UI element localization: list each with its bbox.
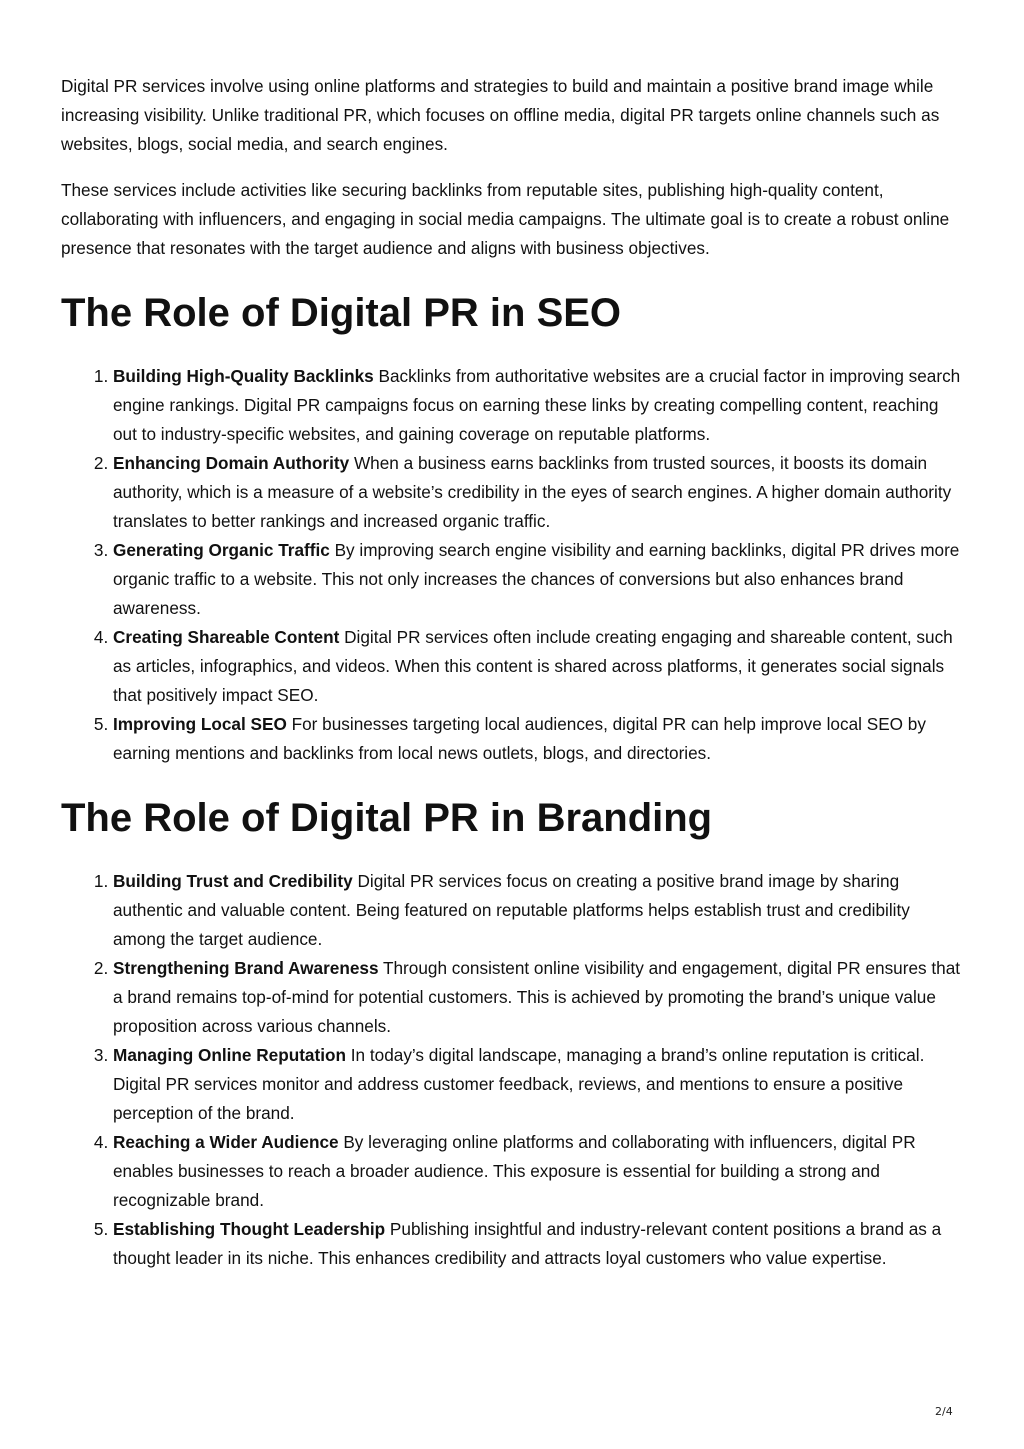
document-page bbox=[61, 72, 967, 1273]
seo-item-title: Creating Shareable Content bbox=[113, 627, 340, 647]
seo-item-title: Improving Local SEO bbox=[113, 714, 287, 734]
seo-item-text: By improving search engine visibility and earning backlinks, digital PR drives more organic traffic to a website. This not only increases the chances of conversions but also enhances brand awareness. bbox=[113, 540, 960, 618]
branding-list-item bbox=[113, 1041, 967, 1128]
seo-list bbox=[61, 362, 967, 768]
intro-paragraph-2: These services include activities like securing backlinks from reputable sites, publishing high-quality content, collaborating with influencers, and engaging in social media campaigns. The ultimate goal is to create a robust online presence that resonates with the target audience and aligns with business objectives. bbox=[61, 180, 950, 258]
branding-item-title: Managing Online Reputation bbox=[113, 1045, 346, 1065]
seo-list-item bbox=[113, 449, 967, 536]
seo-heading: The Role of Digital PR in SEO bbox=[61, 291, 622, 335]
seo-item-title: Building High-Quality Backlinks bbox=[113, 366, 374, 386]
branding-item-text: Through consistent online visibility and engagement, digital PR ensures that a brand remains top-of-mind for potential customers. This is achieved by promoting the brand’s unique value proposition across various channels. bbox=[113, 958, 961, 1036]
branding-list-item bbox=[113, 1128, 967, 1215]
seo-item-text: When a business earns backlinks from trusted sources, it boosts its domain authority, which is a measure of a website’s credibility in the eyes of search engines. A higher domain authority translates to better rankings and increased organic traffic. bbox=[113, 453, 952, 531]
branding-list-item bbox=[113, 867, 967, 954]
branding-item-text: Digital PR services focus on creating a positive brand image by sharing authentic and valuable content. Being featured on reputable platforms helps establish trust and credibility among the target audience. bbox=[113, 871, 910, 949]
page-number: 2/4 bbox=[935, 1405, 953, 1418]
branding-item-text: By leveraging online platforms and collaborating with influencers, digital PR enables businesses to reach a broader audience. This exposure is essential for building a strong and recognizable brand. bbox=[113, 1132, 916, 1210]
seo-list-item bbox=[113, 710, 967, 768]
seo-item-text: Digital PR services often include creating engaging and shareable content, such as articles, infographics, and videos. When this content is shared across platforms, it generates social signals that positively impact SEO. bbox=[113, 627, 953, 705]
branding-item-title: Building Trust and Credibility bbox=[113, 871, 353, 891]
branding-item-title: Strengthening Brand Awareness bbox=[113, 958, 379, 978]
branding-list-item bbox=[113, 1215, 967, 1273]
branding-list-item bbox=[113, 954, 967, 1041]
branding-item-title: Reaching a Wider Audience bbox=[113, 1132, 339, 1152]
branding-list bbox=[61, 867, 967, 1273]
seo-list-item bbox=[113, 536, 967, 623]
branding-item-text: In today’s digital landscape, managing a brand’s online reputation is critical. Digital PR services monitor and address customer feedback, reviews, and mentions to ensure a positive perception of the brand. bbox=[113, 1045, 925, 1123]
seo-item-text: Backlinks from authoritative websites are a crucial factor in improving search engine rankings. Digital PR campaigns focus on earning these links by creating compelling content, reaching out to industry-specific websites, and gaining coverage on reputable platforms. bbox=[113, 366, 961, 444]
seo-list-item bbox=[113, 362, 967, 449]
seo-item-title: Generating Organic Traffic bbox=[113, 540, 330, 560]
intro-paragraph-1: Digital PR services involve using online platforms and strategies to build and maintain a positive brand image while increasing visibility. Unlike traditional PR, which focuses on offline media, digital PR targets online channels such as websites, blogs, social media, and search engines. bbox=[61, 76, 940, 154]
branding-heading: The Role of Digital PR in Branding bbox=[61, 796, 713, 840]
seo-item-title: Enhancing Domain Authority bbox=[113, 453, 350, 473]
branding-item-title: Establishing Thought Leadership bbox=[113, 1219, 386, 1239]
branding-item-text: Publishing insightful and industry-relevant content positions a brand as a thought leader in its niche. This enhances credibility and attracts loyal customers who value expertise. bbox=[113, 1219, 942, 1268]
seo-list-item bbox=[113, 623, 967, 710]
seo-item-text: For businesses targeting local audiences, digital PR can help improve local SEO by earning mentions and backlinks from local news outlets, blogs, and directories. bbox=[113, 714, 926, 763]
